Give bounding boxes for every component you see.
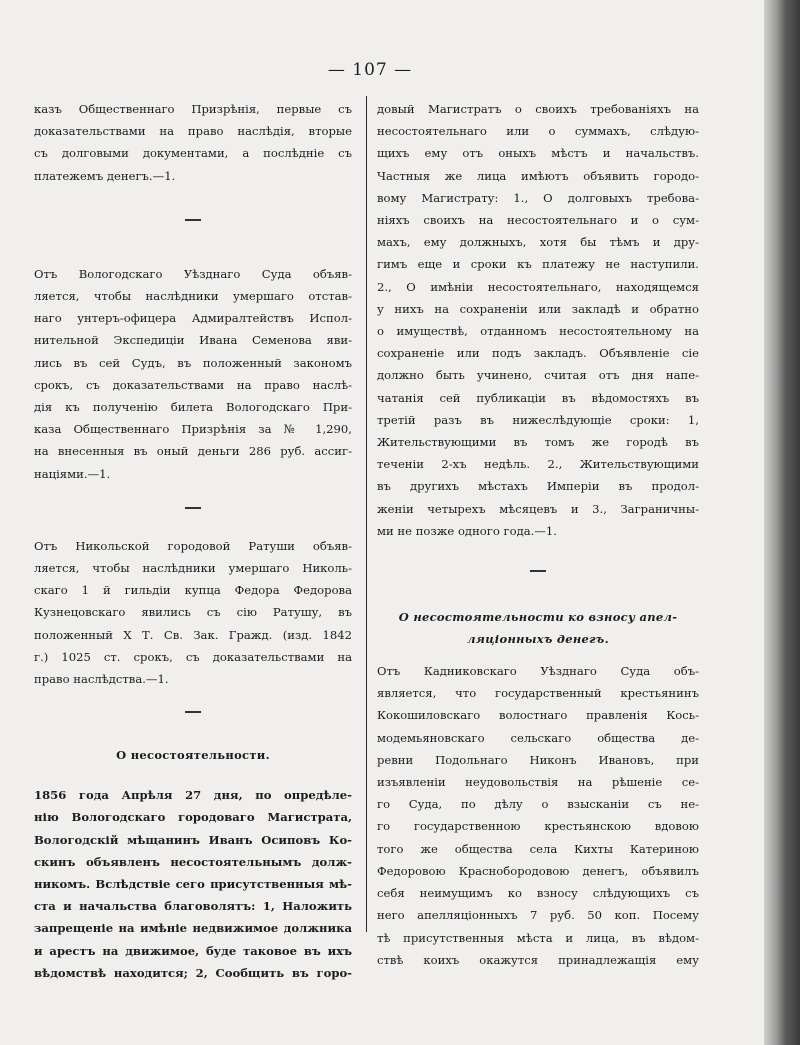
text-line: срокъ, съ доказательствами на право наслѣ-	[34, 377, 352, 392]
text-line: скинъ объявленъ несостоятельнымъ долж-	[34, 854, 352, 869]
text-line: дія къ полученію билета Вологодскаго При-	[34, 400, 352, 415]
text-line: ствѣ коихъ окажутся принадлежащія ему	[377, 952, 699, 967]
text-line: тѣ присутственныя мѣста и лица, въ вѣдом-	[377, 930, 699, 945]
text-line: является, что государственный крестьянинъ	[377, 686, 699, 701]
text-line: Федоровою Краснобородовою денегъ, объявилъ	[377, 863, 699, 878]
text-line: ніяхъ своихъ на несостоятельнаго и о сум-	[377, 213, 699, 228]
text-line: чатанія сей публикаціи въ вѣдомостяхъ въ	[377, 390, 699, 405]
text-line: у нихъ на сохраненіи или закладѣ и обратно	[377, 301, 699, 316]
text-line: и арестъ на движимое, буде таковое въ ихъ	[34, 943, 352, 958]
text-line: казъ Общественнаго Призрѣнія, первые съ	[34, 102, 352, 116]
text-line: ста и начальства благоволятъ: 1, Наложить	[34, 899, 352, 914]
text-line: женіи четырехъ мѣсяцевъ и 3., Заграничны-	[377, 501, 699, 516]
text-line: Вологодскій мѣщанинъ Иванъ Осиповъ Ко-	[34, 832, 352, 847]
text-line: о имуществѣ, отданномъ несостоятельному на	[377, 324, 699, 339]
left-column	[34, 98, 352, 984]
text-line: нительной Экспедиціи Ивана Семенова яви-	[34, 333, 352, 348]
text-line: наго унтеръ-офицера Адмиралтействъ Испол-	[34, 311, 352, 326]
text-line: изъявленіи неудовольствія на рѣшеніе се-	[377, 775, 699, 790]
text-line: ляется, чтобы наслѣдники умершаго Николь-	[34, 561, 352, 576]
text-line: каза Общественнаго Призрѣнія за № 1,290,	[34, 422, 352, 437]
text-line: Кокошиловскаго волостнаго правленія Кось-	[377, 708, 699, 723]
section-divider	[377, 542, 699, 600]
notice-vologda-court	[34, 263, 352, 485]
text-line: Отъ Кадниковскаго Уѣзднаго Суда объ-	[377, 664, 699, 679]
text-line: махъ, ему должныхъ, хотя бы тѣмъ и дру-	[377, 235, 699, 250]
text-line: никомъ. Вслѣдствіе сего присутственныя мѣ-	[34, 877, 352, 892]
section-divider	[34, 485, 352, 531]
text-line: Жительствующими въ томъ же городѣ въ	[377, 435, 699, 450]
text-line: Отъ Вологодскаго Уѣзднаго Суда объяв-	[34, 266, 352, 281]
text-line: платежемъ денегъ.—1.	[34, 168, 176, 183]
right-column	[377, 98, 699, 971]
text-line: запрещеніе на имѣніе недвижимое должника	[34, 921, 352, 936]
section-divider	[34, 690, 352, 734]
heading-line: О несостоятельности ко взносу апел-	[398, 610, 678, 625]
heading-line: ляціонныхъ денегъ.	[467, 632, 609, 647]
text-line: въ другихъ мѣстахъ Имперіи въ продол-	[377, 479, 699, 494]
notice-kadnikov-court	[377, 660, 699, 971]
text-line: 2., О имѣніи несостоятельнаго, находящемся	[377, 279, 699, 294]
text-line: несостоятельнаго или о суммахъ, слѣдую-	[377, 124, 699, 139]
text-line: довый Магистратъ о своихъ требованіяхъ на	[377, 102, 699, 116]
text-line: го Суда, по дѣлу о взысканіи съ не-	[377, 797, 699, 812]
text-line: него апелляціонныхъ 7 руб. 50 коп. Посему	[377, 908, 699, 923]
text-line: Отъ Никольской городовой Ратуши объяв-	[34, 538, 352, 553]
text-line: нію Вологодскаго городоваго Магистрата,	[34, 810, 352, 825]
notice-nikolsk-ratusha	[34, 535, 352, 690]
text-line: съ долговыми документами, а послѣдніе съ	[34, 146, 352, 161]
text-line: на внесенныя въ оный деньги 286 руб. ассиг-	[34, 444, 352, 459]
text-line: лись въ сей Судъ, въ положенный закономъ	[34, 355, 352, 370]
text-line: г.) 1025 ст. срокъ, съ доказательствами на	[34, 649, 352, 664]
column-divider	[366, 96, 367, 932]
text-line: щихъ ему отъ оныхъ мѣстъ и начальствъ.	[377, 146, 699, 161]
text-line: націями.—1.	[34, 466, 111, 481]
text-line: ми не позже одного года.—1.	[377, 523, 557, 538]
text-line: положенный Х Т. Св. Зак. Гражд. (изд. 1842	[34, 627, 352, 642]
text-line: го государственною крестьянскою вдовою	[377, 819, 699, 834]
text-line: доказательствами на право наслѣдія, вторые	[34, 124, 352, 139]
notice-prizrenie-ending	[34, 98, 352, 187]
text-line: того же общества села Кихты Катериною	[377, 841, 699, 856]
notice-koskin-continued	[377, 98, 699, 542]
text-line: право наслѣдства.—1.	[34, 672, 169, 687]
text-line: Кузнецовскаго явились съ сію Ратушу, въ	[34, 605, 352, 620]
section-heading-insolvency: О несостоятельности.	[116, 748, 270, 763]
text-line: ревни Подольнаго Никонъ Ивановъ, при	[377, 752, 699, 767]
page-number: — 107 —	[327, 60, 413, 80]
text-line: себя неимущимъ ко взносу слѣдующихъ съ	[377, 886, 699, 901]
book-binding-edge	[764, 0, 800, 1045]
section-divider	[34, 187, 352, 253]
text-line: вому Магистрату: 1., О долговыхъ требова-	[377, 190, 699, 205]
text-line: ляется, чтобы наслѣдники умершаго отстав-	[34, 289, 352, 304]
text-line: модемьяновскаго сельскаго общества де-	[377, 730, 699, 745]
section-heading-appeal-insolvency	[377, 606, 699, 650]
text-line: скаго 1 й гильдіи купца Федора Федорова	[34, 583, 352, 598]
text-line: сохраненіе или подъ закладъ. Объявленіе сіе	[377, 346, 699, 361]
text-line: 1856 года Апрѣля 27 дня, по опредѣле-	[34, 788, 352, 803]
text-line: Частныя же лица имѣютъ объявить городо-	[377, 168, 699, 183]
text-line: третій разъ въ нижеслѣдующіе сроки: 1,	[377, 412, 699, 427]
text-line: теченіи 2-хъ недѣль. 2., Жительствующими	[377, 457, 699, 472]
text-line: гимъ еще и сроки къ платежу не наступили.	[377, 257, 699, 272]
text-line: должно быть учинено, считая отъ дня напе-	[377, 368, 699, 383]
text-line: вѣдомствѣ находится; 2, Сообщить въ горо-	[34, 965, 352, 980]
notice-koskin-insolvency	[34, 784, 352, 984]
